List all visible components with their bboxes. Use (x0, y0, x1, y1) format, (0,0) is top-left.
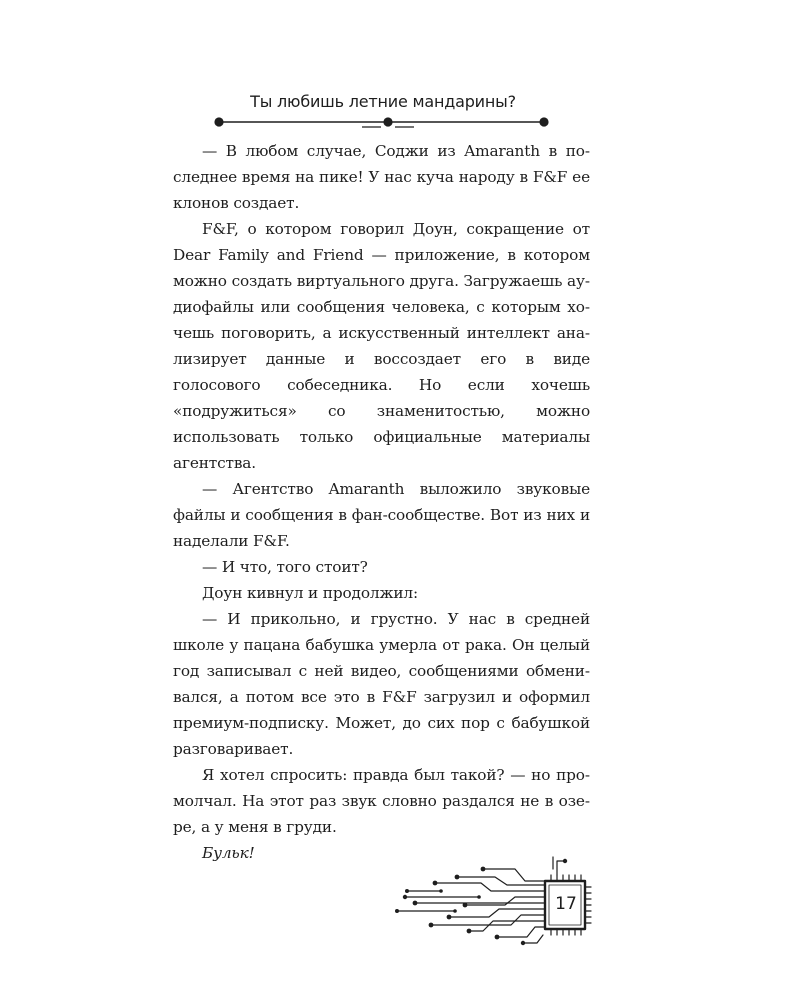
paragraph: Я хотел спросить: правда был такой? — но промолчал. На этот раз звук словно раздался не в озере, а у меня в груди. (173, 766, 590, 836)
running-title: Ты любишь летние мандарины? (250, 92, 516, 111)
body-text (173, 138, 590, 866)
paragraph: — И прикольно, и грустно. У нас в средней школе у пацана бабушка умерла от рака. Он целый год записывал с ней видео, сообщениями обменивался, а потом все это в F&F загрузил и оформил премиум-подписку. Может, до сих пор с бабушкой разговаривает. (173, 610, 590, 758)
paragraph: F&F, о котором говорил Доун, сокращение от Dear Family and Friend — приложение, в котором можно создать виртуального друга. Загружаешь аудиофайлы или сообщения человека, с которым хочешь поговорить, а искусственный интеллект анализирует данные и воссоздает его в виде голосового собеседника. Но если хочешь «подружиться» со знаменитостью, можно использовать только официальные материалы агентства. (173, 220, 590, 472)
page-number: 17 (555, 894, 577, 914)
paragraph: Доун кивнул и продолжил: (202, 584, 418, 602)
paragraph: — И что, того стоит? (202, 558, 368, 576)
header-rule-ornament (0, 112, 800, 136)
paragraph: — Агентство Amaranth выложило звуковые файлы и сообщения в фан-сообществе. Вот из них и наделали F&F. (173, 480, 590, 550)
paragraph: — В любом случае, Соджи из Amaranth в последнее время на пике! У нас куча народу в F&F ее клонов создает. (173, 142, 590, 212)
paragraph-exclamation: Бульк! (202, 844, 255, 862)
